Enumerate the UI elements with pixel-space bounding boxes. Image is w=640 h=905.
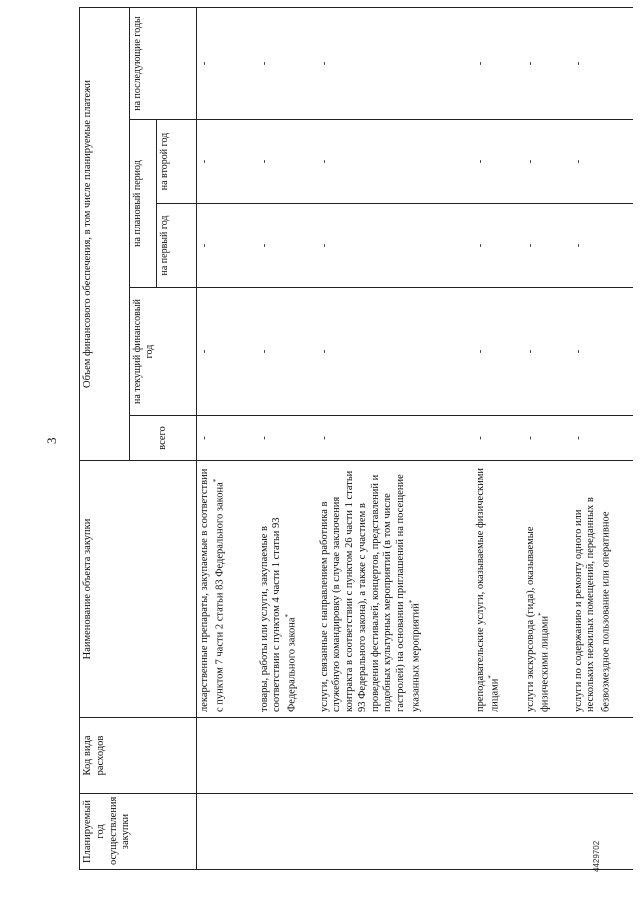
value-current: - <box>473 288 523 416</box>
table-row <box>571 7 633 869</box>
value-first: - <box>523 204 571 288</box>
value-second: - <box>317 120 473 204</box>
document-id: 4429702 <box>592 840 601 872</box>
header-second: на второй год <box>157 120 197 204</box>
value-total: - <box>523 416 571 461</box>
value-current: - <box>571 288 633 416</box>
value-first: - <box>571 204 633 288</box>
page-number: 3 <box>44 437 59 444</box>
value-current: - <box>257 288 317 416</box>
table-row <box>257 7 317 869</box>
item-name: услуги по содержанию и ремонту одного или нескольких нежилых помещений, переданных в безвозмездное пользование или оперативное <box>571 461 633 718</box>
value-second: - <box>523 120 571 204</box>
header-subsequent: на последующие годы <box>130 7 197 119</box>
item-name: услуги экскурсовода (гида), оказываемые физическими лицами* <box>523 461 571 718</box>
header-volume: Объем финансового обеспечения, в том числе планируемые платежи <box>80 7 130 460</box>
header-total: всего <box>130 416 197 461</box>
header-year: Планируемый год осуществления закупки <box>80 794 197 870</box>
header-code: Код вида расходов <box>80 718 197 794</box>
header-name: Наименование объекта закупки <box>80 461 197 718</box>
value-second: - <box>473 120 523 204</box>
header-first: на первый год <box>157 204 197 288</box>
value-total: - <box>197 416 257 461</box>
value-second: - <box>197 120 257 204</box>
value-first: - <box>197 204 257 288</box>
table-row <box>523 7 571 869</box>
value-total: - <box>257 416 317 461</box>
value-subsequent: - <box>257 7 317 119</box>
value-current: - <box>197 288 257 416</box>
table-row <box>317 7 473 869</box>
item-name: преподавательские услуги, оказываемые физическими лицами* <box>473 461 523 718</box>
value-total: - <box>571 416 633 461</box>
value-first: - <box>317 204 473 288</box>
value-subsequent: - <box>523 7 571 119</box>
value-subsequent: - <box>473 7 523 119</box>
value-total: - <box>473 416 523 461</box>
header-current: на текущий финансовый год <box>130 288 197 416</box>
value-first: - <box>257 204 317 288</box>
value-subsequent: - <box>571 7 633 119</box>
procurement-table <box>79 7 633 870</box>
item-name: лекарственные препараты, закупаемые в соответствии с пунктом 7 части 2 статьи 83 Федерального закона* <box>197 461 257 718</box>
value-total: - <box>317 416 473 461</box>
table-row <box>473 7 523 869</box>
value-subsequent: - <box>317 7 473 119</box>
value-first: - <box>473 204 523 288</box>
item-name: услуги, связанные с направлением работника в служебную командировку (в случае заключения контракта в соответствии с пунктом 26 части 1 статьи 93 Федерального закона), а также с участием в проведении фестивалей, концертов, представлений и подобных культурных мероприятий (в том числе гастролей) на основании приглашений на посещение указанных мероприятий* <box>317 461 473 718</box>
item-name: товары, работы или услуги, закупаемые в соответствии с пунктом 4 части 1 статьи 93 Федерального закона* <box>257 461 317 718</box>
value-second: - <box>571 120 633 204</box>
value-subsequent: - <box>197 7 257 119</box>
value-current: - <box>523 288 571 416</box>
header-planned: на плановый период <box>130 120 157 288</box>
table-row <box>197 7 257 869</box>
value-current: - <box>317 288 473 416</box>
value-second: - <box>257 120 317 204</box>
